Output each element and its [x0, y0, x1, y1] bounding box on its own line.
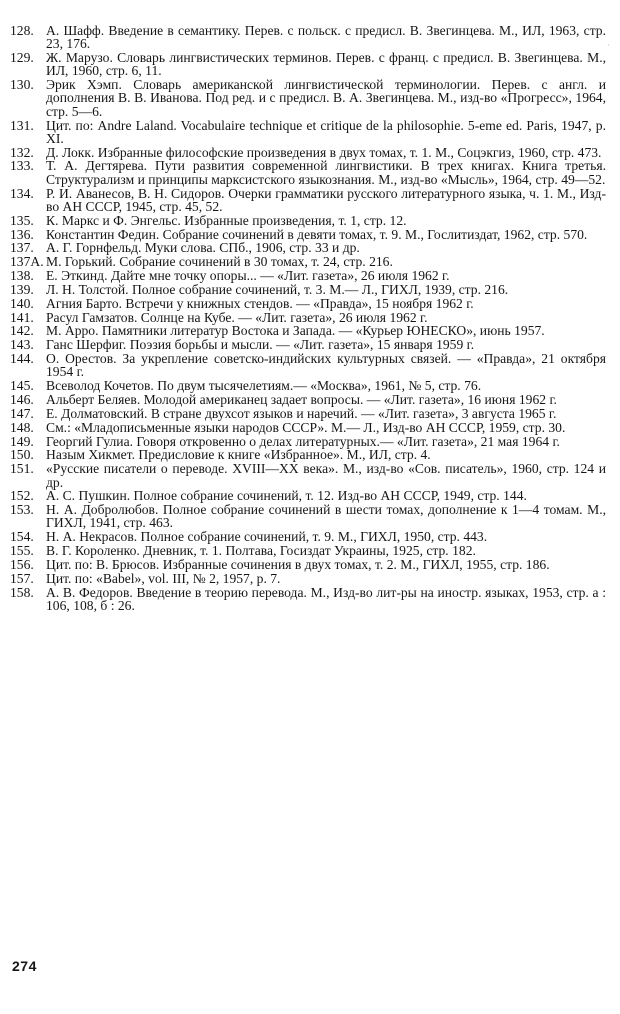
page-number: 274 [12, 958, 37, 974]
reference-number: 149. [10, 433, 34, 449]
reference-number: 155. [10, 543, 34, 559]
reference-text: Назым Хикмет. Предисловие к книге «Избранное». М., ИЛ, стр. 4. [46, 447, 431, 463]
reference-number: 138. [10, 268, 34, 284]
reference-text: А. В. Федоров. Введение в теорию перевода. М., Изд-во лит-ры на иностр. языках, 1953, стр. а : 106, 108, б : 26. [46, 584, 606, 613]
reference-entry [10, 146, 606, 159]
reference-number: 146. [10, 392, 34, 408]
reference-number: 137. [10, 240, 34, 256]
margin-mark: · [607, 40, 610, 50]
reference-text: Альберт Беляев. Молодой американец задает вопросы. — «Лит. газета», 16 июня 1962 г. [46, 392, 557, 408]
reference-entry [10, 24, 606, 51]
reference-number: 156. [10, 556, 34, 572]
reference-entry [10, 503, 606, 530]
reference-number: 131. [10, 117, 34, 133]
reference-text: А. Г. Горнфельд. Муки слова. СПб., 1906, стр. 33 и др. [46, 240, 360, 256]
reference-entry [10, 572, 606, 585]
reference-number: 144. [10, 351, 34, 367]
reference-number: 134. [10, 185, 34, 201]
reference-entry [10, 119, 606, 146]
reference-entry [10, 462, 606, 489]
reference-number: 128. [10, 23, 34, 38]
reference-entry [10, 407, 606, 420]
reference-text: М. Горький. Собрание сочинений в 30 томах, т. 24, стр. 216. [46, 254, 393, 270]
reference-number: 151. [10, 461, 34, 477]
reference-text: Т. А. Дегтярева. Пути развития современной лингвистики. В трех книгах. Книга третья. Структурализм и принципы марксистского языкознания. М., изд-во «Мысль», 1964, стр. 49—52. [46, 158, 606, 187]
reference-entry [10, 352, 606, 379]
reference-text: Константин Федин. Собрание сочинений в девяти томах, т. 9. М., Гослитиздат, 1962, стр. 570. [46, 226, 588, 242]
reference-text: Цит. по: В. Брюсов. Избранные сочинения в двух томах, т. 2. М., ГИХЛ, 1955, стр. 186. [46, 556, 550, 572]
reference-text: Р. И. Аванесов, В. Н. Сидоров. Очерки грамматики русского литературного языка, ч. 1. М., Изд-во АН СССР, 1945, стр. 45, 52. [46, 185, 606, 214]
reference-number: 143. [10, 337, 34, 353]
reference-text: Георгий Гулиа. Говоря откровенно о делах литературных.— «Лит. газета», 21 мая 1964 г. [46, 433, 560, 449]
reference-entry [10, 269, 606, 282]
reference-number: 129. [10, 50, 34, 66]
reference-text: «Русские писатели о переводе. XVIII—XX века». М., изд-во «Сов. писатель», 1960, стр. 124 и др. [46, 461, 606, 490]
reference-text: О. Орестов. За укрепление советско-индийских культурных связей. — «Правда», 21 октября 1954 г. [46, 351, 606, 380]
reference-number: 141. [10, 309, 34, 325]
reference-entry [10, 379, 606, 392]
reference-entry [10, 51, 606, 78]
reference-text: Л. Н. Толстой. Полное собрание сочинений, т. 3. М.— Л., ГИХЛ, 1939, стр. 216. [46, 281, 509, 297]
reference-entry [10, 187, 606, 214]
reference-text: Д. Локк. Избранные философские произведения в двух томах, т. 1. М., Соцэкгиз, 1960, стр. 473. [46, 144, 602, 160]
reference-number: 154. [10, 529, 34, 545]
reference-entry [10, 338, 606, 351]
reference-entry [10, 324, 606, 337]
reference-number: 148. [10, 419, 34, 435]
reference-text: Эрик Хэмп. Словарь американской лингвистической терминологии. Перев. с англ. и дополнения В. В. Иванова. Под ред. и с предисл. В. А. Звегинцева. М., изд-во «Прогресс», 1964, стр. 5—6. [46, 77, 606, 119]
reference-text: Агния Барто. Встречи у книжных стендов. — «Правда», 15 ноября 1962 г. [46, 295, 474, 311]
reference-number: 139. [10, 281, 34, 297]
reference-entry [10, 544, 606, 557]
reference-text: А. Шафф. Введение в семантику. Перев. с польск. с предисл. В. Звегинцева. М., ИЛ, 1963, стр. 23, 176. [46, 23, 606, 52]
reference-text: Цит. по: «Babel», vol. III, № 2, 1957, p. 7. [46, 570, 281, 586]
reference-number: 130. [10, 77, 34, 93]
reference-number: 140. [10, 295, 34, 311]
reference-entry [10, 393, 606, 406]
reference-entry [10, 489, 606, 502]
reference-entry [10, 530, 606, 543]
reference-number: 150. [10, 447, 34, 463]
reference-list [10, 24, 606, 613]
reference-entry [10, 241, 606, 254]
reference-number: 152. [10, 488, 34, 504]
reference-text: Е. Эткинд. Дайте мне точку опоры... — «Лит. газета», 26 июля 1962 г. [46, 268, 450, 284]
reference-number: 136. [10, 226, 34, 242]
reference-entry [10, 448, 606, 461]
reference-number: 147. [10, 405, 34, 421]
reference-text: А. С. Пушкин. Полное собрание сочинений, т. 12. Изд-во АН СССР, 1949, стр. 144. [46, 488, 527, 504]
reference-text: Е. Долматовский. В стране двухсот языков и наречий. — «Лит. газета», 3 августа 1965 г. [46, 405, 557, 421]
reference-entry [10, 255, 606, 268]
reference-entry [10, 297, 606, 310]
reference-text: Всеволод Кочетов. По двум тысячелетиям.— «Москва», 1961, № 5, стр. 76. [46, 378, 482, 394]
reference-number: 137А. [10, 254, 44, 270]
reference-number: 158. [10, 584, 34, 600]
reference-text: Н. А. Некрасов. Полное собрание сочинений, т. 9. М., ГИХЛ, 1950, стр. 443. [46, 529, 488, 545]
reference-number: 142. [10, 323, 34, 339]
reference-text: Н. А. Добролюбов. Полное собрание сочинений в шести томах, дополнение к 1—4 томам. М., ГИХЛ, 1941, стр. 463. [46, 502, 606, 531]
reference-text: Расул Гамзатов. Солнце на Кубе. — «Лит. газета», 26 июля 1962 г. [46, 309, 428, 325]
reference-entry [10, 558, 606, 571]
reference-text: Ганс Шерфиг. Поэзия борьбы и мысли. — «Лит. газета», 15 января 1959 г. [46, 337, 475, 353]
reference-text: См.: «Младописьменные языки народов СССР». М.— Л., Изд-во АН СССР, 1959, стр. 30. [46, 419, 566, 435]
reference-number: 132. [10, 144, 34, 160]
reference-text: К. Маркс и Ф. Энгельс. Избранные произведения, т. 1, стр. 12. [46, 212, 407, 228]
reference-text: В. Г. Короленко. Дневник, т. 1. Полтава, Госиздат Украины, 1925, стр. 182. [46, 543, 476, 559]
reference-entry [10, 78, 606, 118]
reference-number: 133. [10, 158, 34, 174]
reference-entry [10, 435, 606, 448]
reference-number: 157. [10, 570, 34, 586]
reference-text: Цит. по: Andre Laland. Vocabulaire technique et critique de la philosophie. 5-eme ed. Paris, 1947, p. XI. [46, 117, 606, 146]
reference-entry [10, 586, 606, 613]
reference-entry [10, 311, 606, 324]
reference-number: 145. [10, 378, 34, 394]
reference-text: Ж. Марузо. Словарь лингвистических терминов. Перев. с франц. с предисл. В. Звегинцева. М., ИЛ, 1960, стр. 6, 11. [46, 50, 606, 79]
reference-number: 135. [10, 212, 34, 228]
reference-entry [10, 228, 606, 241]
reference-number: 153. [10, 502, 34, 518]
reference-text: М. Арро. Памятники литератур Востока и Запада. — «Курьер ЮНЕСКО», июнь 1957. [46, 323, 545, 339]
reference-entry [10, 159, 606, 186]
reference-entry [10, 421, 606, 434]
reference-entry [10, 283, 606, 296]
reference-entry [10, 214, 606, 227]
